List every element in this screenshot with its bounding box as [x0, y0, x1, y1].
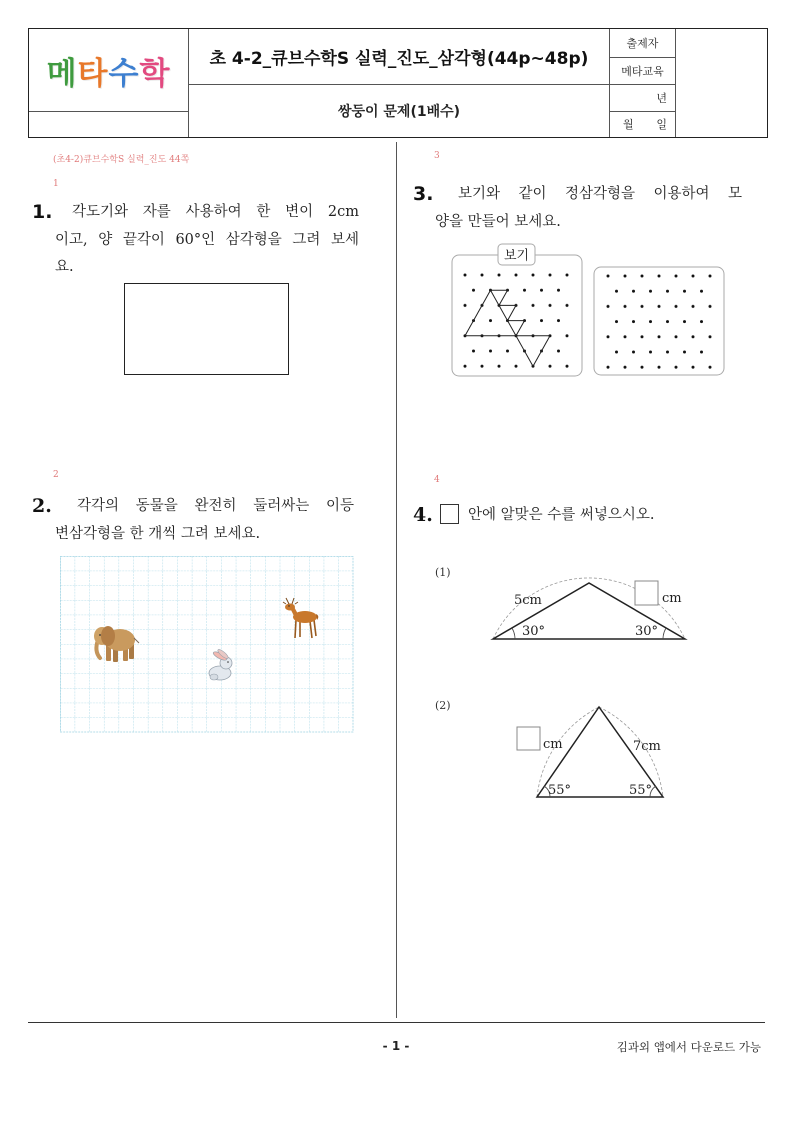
subproblem-label: (1) — [435, 566, 451, 579]
page-number: - 1 - — [382, 1039, 410, 1053]
subproblem-label: (2) — [435, 699, 451, 712]
author-label: 출제자 — [626, 37, 659, 50]
column-divider — [396, 142, 397, 1018]
blank-cell — [676, 29, 766, 136]
problem-line: 각각의 동물을 완전히 둘러싸는 이등 — [77, 498, 354, 514]
side-label: 5cm — [514, 593, 542, 608]
answer-box — [635, 581, 658, 605]
problem-ref: 1 — [53, 179, 59, 189]
unit-label: cm — [543, 737, 563, 752]
year-text: 년 — [656, 92, 667, 105]
source-reference: (초4-2)큐브수학S 실력_진도 44쪽 — [53, 155, 190, 165]
logo — [29, 29, 188, 111]
angle-label: 30° — [522, 624, 546, 639]
header-divider — [29, 111, 188, 112]
angle-label: 30° — [635, 624, 659, 639]
answer-box-icon — [440, 504, 459, 524]
month-text: 월 — [623, 118, 634, 131]
logo-char: 타 — [77, 55, 109, 92]
date-label — [610, 112, 675, 136]
problem-ref: 2 — [53, 470, 59, 480]
answer-box — [517, 727, 540, 750]
problem-number: 2. — [32, 495, 52, 517]
problem-text — [435, 181, 742, 236]
logo-char: 메 — [46, 55, 78, 92]
problem-text — [55, 199, 359, 282]
footer-note: 김과외 앱에서 다운로드 가능 — [616, 1040, 761, 1054]
problem-line: 양을 만들어 보세요. — [435, 213, 561, 230]
side-label: 7cm — [633, 739, 661, 754]
problem-ref: 4 — [434, 475, 440, 485]
problem-text — [55, 493, 354, 548]
problem-line: 각도기와 자를 사용하여 한 변이 2cm — [72, 204, 359, 220]
author-value: 메타교육 — [621, 65, 664, 78]
problem-line: 이고, 양 끝각이 60°인 삼각형을 그려 보세 — [55, 231, 359, 248]
logo-char: 학 — [139, 55, 171, 92]
problem-ref: 3 — [434, 151, 440, 161]
logo-char: 수 — [108, 55, 140, 92]
angle-label: 55° — [548, 783, 572, 798]
problem-line: 보기와 같이 정삼각형을 이용하여 모 — [458, 186, 742, 202]
triangle-figure-1 — [480, 570, 700, 650]
angle-label: 55° — [629, 783, 653, 798]
grid-paper — [60, 556, 355, 734]
day-text: 일 — [656, 118, 667, 131]
example-label: 보기 — [503, 248, 530, 264]
problem-number: 1. — [32, 201, 53, 223]
problem-line: 요. — [55, 259, 74, 275]
problem-text: 안에 알맞은 수를 써넣으시오. — [468, 507, 655, 523]
year-label — [610, 85, 675, 111]
drawing-box — [124, 283, 289, 375]
worksheet-subtitle: 쌍둥이 문제(1배수) — [337, 103, 461, 120]
dot-grids — [440, 240, 740, 385]
example-box — [452, 244, 582, 385]
problem-number: 4. — [413, 504, 433, 526]
unit-label: cm — [662, 591, 682, 606]
footer-rule — [28, 1022, 765, 1023]
problem-number: 3. — [413, 183, 434, 205]
worksheet-title: 초 4-2_큐브수학S 실력_진도_삼각형(44p~48p) — [209, 49, 589, 69]
problem-line: 변삼각형을 한 개씩 그려 보세요. — [55, 525, 261, 542]
triangle-figure-2 — [510, 700, 680, 805]
answer-dot-grid — [594, 267, 724, 375]
